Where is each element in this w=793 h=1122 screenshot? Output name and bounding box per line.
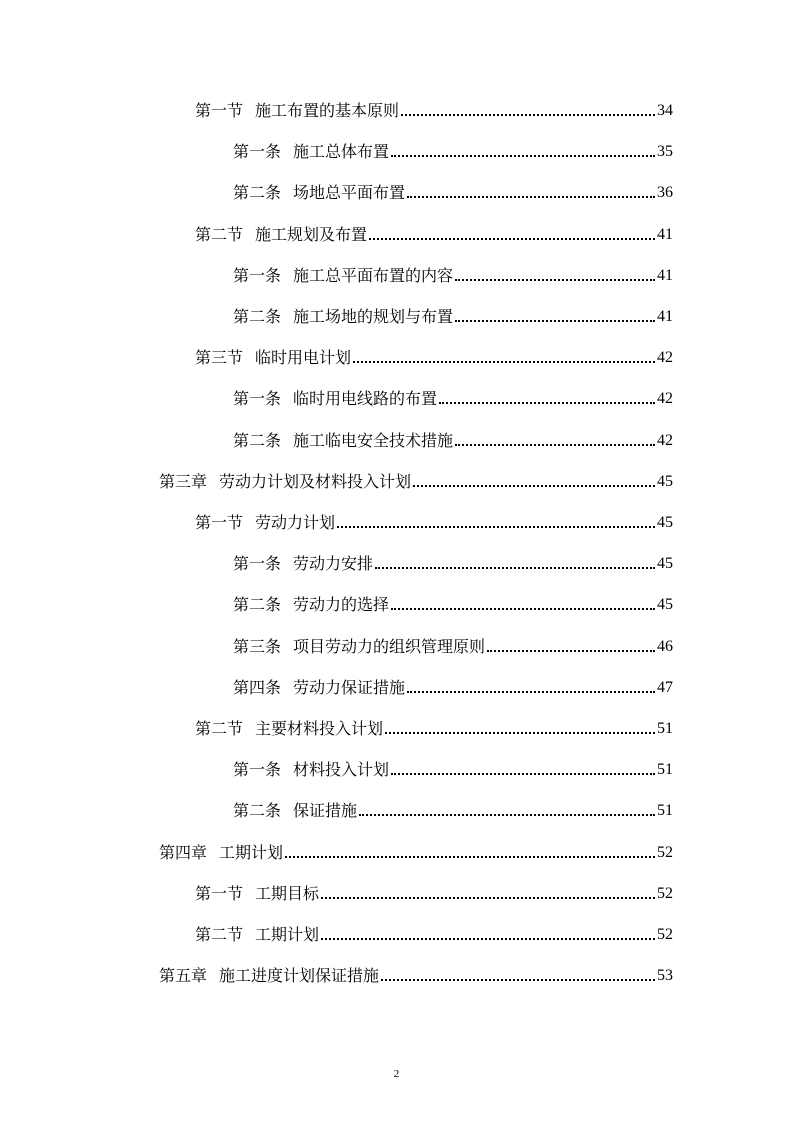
toc-entry-page: 41 <box>657 226 673 243</box>
toc-entry-number: 第一节 <box>195 884 244 903</box>
toc-entry[interactable] <box>195 921 673 945</box>
toc-entry-title: 临时用电线路的布置 <box>293 389 438 408</box>
toc-entry-title: 施工总平面布置的内容 <box>293 266 454 285</box>
toc-dot-leader <box>369 238 655 240</box>
toc-entry[interactable] <box>233 756 673 780</box>
toc-entry-number: 第二条 <box>233 595 282 614</box>
toc-entry-page: 53 <box>657 967 673 984</box>
toc-entry-page: 45 <box>657 555 673 572</box>
toc-entry-title: 材料投入计划 <box>293 760 390 779</box>
toc-entry[interactable] <box>233 591 673 615</box>
toc-entry[interactable] <box>233 138 673 162</box>
toc-entry-number: 第二条 <box>233 801 282 820</box>
toc-entry-number: 第一条 <box>233 554 282 573</box>
toc-entry-page: 41 <box>657 308 673 325</box>
toc-entry-title: 劳动力计划及材料投入计划 <box>219 472 412 491</box>
toc-entry-title: 场地总平面布置 <box>293 183 406 202</box>
page-number: 2 <box>393 1068 400 1080</box>
toc-entry[interactable] <box>195 509 673 533</box>
toc-entry-page: 34 <box>657 102 673 119</box>
toc-entry-page: 47 <box>657 679 673 696</box>
toc-entry-page: 42 <box>657 390 673 407</box>
toc-entry[interactable] <box>233 674 673 698</box>
toc-entry-title: 项目劳动力的组织管理原则 <box>293 637 486 656</box>
toc-dot-leader <box>391 155 655 157</box>
toc-dot-leader <box>285 856 655 858</box>
toc-dot-leader <box>353 361 655 363</box>
toc-entry-page: 45 <box>657 596 673 613</box>
toc-entry-page: 35 <box>657 143 673 160</box>
toc-dot-leader <box>413 485 655 487</box>
toc-dot-leader <box>487 650 655 652</box>
toc-entry-page: 45 <box>657 473 673 490</box>
toc-entry-page: 46 <box>657 638 673 655</box>
toc-entry[interactable] <box>233 179 673 203</box>
toc-dot-leader <box>455 279 655 281</box>
toc-entry-page: 42 <box>657 432 673 449</box>
toc-entry-page: 51 <box>657 720 673 737</box>
toc-entry-title: 施工布置的基本原则 <box>255 101 400 120</box>
toc-dot-leader <box>455 444 655 446</box>
toc-entry-page: 42 <box>657 349 673 366</box>
toc-entry[interactable] <box>233 262 673 286</box>
toc-entry-number: 第五章 <box>159 966 208 985</box>
toc-entry-number: 第二节 <box>195 225 244 244</box>
toc-entry-title: 施工临电安全技术措施 <box>293 431 454 450</box>
toc-entry[interactable] <box>195 97 673 121</box>
toc-entry-page: 45 <box>657 514 673 531</box>
toc-entry-number: 第二节 <box>195 719 244 738</box>
toc-entry-number: 第四章 <box>159 843 208 862</box>
toc-entry[interactable] <box>195 715 673 739</box>
toc-entry-page: 52 <box>657 844 673 861</box>
toc-entry-page: 51 <box>657 802 673 819</box>
toc-entry-title: 临时用电计划 <box>255 348 352 367</box>
toc-entry-number: 第三条 <box>233 637 282 656</box>
toc-dot-leader <box>391 773 655 775</box>
toc-entry[interactable] <box>233 427 673 451</box>
toc-entry-number: 第三章 <box>159 472 208 491</box>
toc-dot-leader <box>439 402 655 404</box>
toc-entry-title: 主要材料投入计划 <box>255 719 384 738</box>
toc-entry-number: 第三节 <box>195 348 244 367</box>
toc-entry-title: 劳动力安排 <box>293 554 374 573</box>
toc-entry-title: 劳动力计划 <box>255 513 336 532</box>
toc-entry[interactable] <box>233 303 673 327</box>
toc-entry-number: 第二条 <box>233 183 282 202</box>
toc-entry-number: 第一条 <box>233 389 282 408</box>
toc-entry[interactable] <box>233 550 673 574</box>
toc-entry[interactable] <box>195 880 673 904</box>
toc-dot-leader <box>455 320 655 322</box>
toc-entry[interactable] <box>159 962 673 986</box>
toc-dot-leader <box>407 691 655 693</box>
toc-entry[interactable] <box>159 468 673 492</box>
toc-entry[interactable] <box>195 221 673 245</box>
toc-entry-title: 劳动力的选择 <box>293 595 390 614</box>
toc-dot-leader <box>385 732 655 734</box>
toc-dot-leader <box>407 196 655 198</box>
toc-entry-title: 工期目标 <box>255 884 320 903</box>
toc-entry[interactable] <box>233 633 673 657</box>
toc-entry[interactable] <box>233 797 673 821</box>
toc-entry-title: 工期计划 <box>255 925 320 944</box>
toc-entry-number: 第一条 <box>233 760 282 779</box>
toc-entry-page: 51 <box>657 761 673 778</box>
toc-entry-number: 第四条 <box>233 678 282 697</box>
toc-dot-leader <box>321 938 655 940</box>
toc-entry-page: 36 <box>657 184 673 201</box>
toc-entry-title: 施工场地的规划与布置 <box>293 307 454 326</box>
toc-dot-leader <box>375 567 655 569</box>
toc-entry-number: 第二条 <box>233 307 282 326</box>
toc-entry-title: 劳动力保证措施 <box>293 678 406 697</box>
toc-entry-number: 第二条 <box>233 431 282 450</box>
toc-dot-leader <box>321 897 655 899</box>
toc-entry-page: 52 <box>657 885 673 902</box>
toc-entry-title: 保证措施 <box>293 801 358 820</box>
toc-entry-number: 第一节 <box>195 513 244 532</box>
toc-entry-number: 第一条 <box>233 142 282 161</box>
toc-entry[interactable] <box>233 385 673 409</box>
toc-entry-number: 第一条 <box>233 266 282 285</box>
toc-entry[interactable] <box>195 344 673 368</box>
toc-dot-leader <box>391 608 655 610</box>
toc-entry-title: 工期计划 <box>219 843 284 862</box>
toc-dot-leader <box>401 114 655 116</box>
toc-entry-page: 52 <box>657 926 673 943</box>
toc-dot-leader <box>337 526 655 528</box>
toc-entry-number: 第一节 <box>195 101 244 120</box>
toc-entry-number: 第二节 <box>195 925 244 944</box>
toc-entry[interactable] <box>159 839 673 863</box>
toc-entry-title: 施工规划及布置 <box>255 225 368 244</box>
toc-dot-leader <box>359 814 655 816</box>
toc-dot-leader <box>381 979 655 981</box>
toc-entry-page: 41 <box>657 267 673 284</box>
toc-entry-title: 施工进度计划保证措施 <box>219 966 380 985</box>
toc-entry-title: 施工总体布置 <box>293 142 390 161</box>
